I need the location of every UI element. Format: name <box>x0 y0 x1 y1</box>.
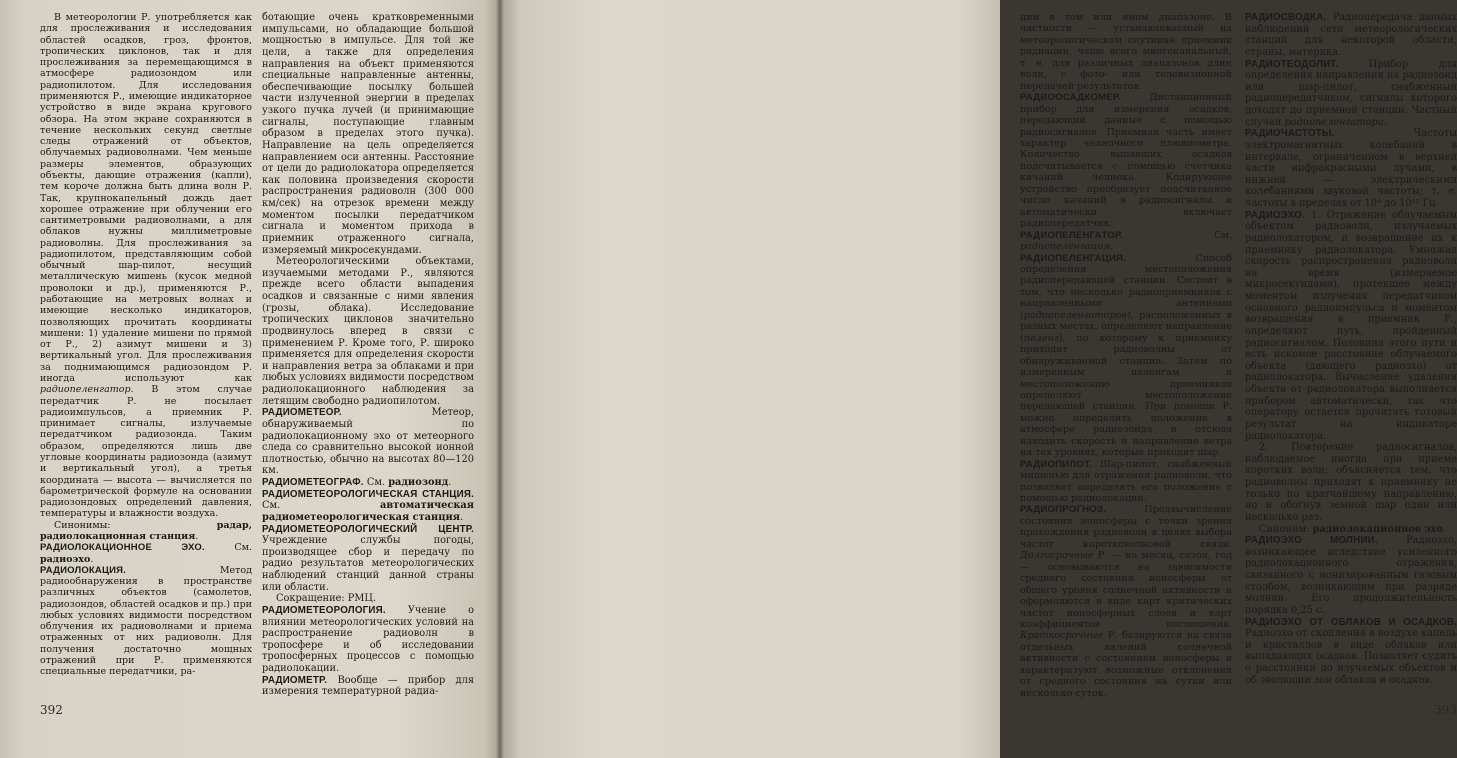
entry-headword: РАДИОМЕТР. <box>262 674 328 686</box>
entry-text: Дистанционный прибор для измерения осадков, передающий данные с помощью радиосигналов. Приемная часть имеет характер челночного плювиометра. Количество выпавших осадков подсчитывается с помощью счетчика качаний челнока. Кодирующее устройство преобразует подсчитанное число качаний в радиосигналы и автоматически включает радиопередатчик. <box>1020 92 1232 230</box>
entry-text: 1. Отражение облучаемым объектом радиоволн, излучаемых радиолокатором, и возвращение их к приемнику радиолокатора. Умножая скорость распространения радиоволн на время (измеряемое микросекундами), протекшее между моментом излучения передатчиком основного радиоимпульса и моментом возвращения в приемник Р., определяют путь, пройденный радиосигналом. Половина этого пути и есть искомое расстояние облучаемого объекта (дающего радиоэхо) от радиолокатора. Вычисление удаления объекта от радиолокатора выполняется прибором автоматически, так что оператору остается прочитать готовый результат на индикаторе радиолокатора. <box>1245 209 1457 442</box>
entry-text: . <box>1442 523 1446 535</box>
entry-headword: РАДИОТЕОДОЛИТ. <box>1245 58 1339 70</box>
entry-text: В метеорологии Р. употребляется как для прослеживания и исследования областей осадков, гроз, фронтов, тропических циклонов, так и для прослеживания за перемещающимся в атмосфере радиозондом или радиопилотом. Для исследования применяются Р., имеющие индикаторное устройство в виде экрана кругового обзора. На этом экране сохраняются в течение нескольких секунд светлые следы отражений от объектов, облучаемых радиоволнами. Чем меньше размеры элементов, образующих объекты, дающие отражения (капли), тем короче должна быть длина волн Р. Так, крупнокапельный дождь дает хорошее отражение при облучении его сантиметровыми радиоволнами, а для облаков нужны миллиметровые радиоволны. Для прослеживания за радиопилотом, представляющим собой обычный шар-пилот, несущий металлическую мишень (кусок медной проволоки и др.), применяются Р., работающие на метровых волнах и имеющие несколько индикаторов, позволяющих прочитать координаты мишени: 1) удаление мишени по прямой от Р., 2) азимут мишени и 3) вертикальный угол. Для прослеживания за поднимающимся радиозондом Р. иногда используют как <box>40 12 252 384</box>
entry-text: Предвычисление состояния ионосферы с точки зрения прохождения радиоволн в целях выбора частот коротковолновой связи. <box>1020 504 1232 550</box>
text-column-1 <box>40 12 252 698</box>
entry-text: Метеор, обнаруживаемый по радиолокационному эхо от метеорного следа со сравнительно высокой ионной плотностью, обычно на высотах 80—120 км. <box>262 407 474 477</box>
italic-term: радиопеленгаторов <box>1023 309 1127 321</box>
entry-headword: РАДИОМЕТЕОР. <box>262 407 342 419</box>
entry-headword: РАДИОЛОКАЦИЯ. <box>40 564 127 576</box>
text-column-2 <box>262 12 474 698</box>
entry-headword: РАДИОЭХО МОЛНИИ. <box>1245 535 1378 547</box>
entry-headword: РАДИОМЕТЕОГРАФ. <box>262 477 364 488</box>
cross-reference: радар, радиолокационная станция <box>40 519 252 542</box>
paragraph <box>1245 12 1457 59</box>
entry-text: Р. базируются на связи отдельных явлений солнечной активности с состоянием ионосферы и характеризуют возможные отклонения от среднего состояния на сутки или несколько суток. <box>1020 630 1232 699</box>
italic-term: радиопеленгатора <box>1284 116 1384 128</box>
entry-headword: РАДИОСВОДКА. <box>1245 12 1327 23</box>
paragraph <box>262 675 474 698</box>
paragraph <box>262 593 474 605</box>
text-column-4 <box>1245 12 1457 698</box>
paragraph <box>1020 459 1232 505</box>
entry-text: . <box>459 511 464 523</box>
paragraph <box>1245 59 1457 129</box>
entry-headword: РАДИОЛОКАЦИОННОЕ ЭХО. <box>40 542 205 554</box>
italic-term: пеленг <box>1023 332 1059 344</box>
entry-text: ции в том или ином диапазоне. В частности — устанавливаемый на метеорологическом спутнике приемник радиации, чаще всего многоканальный, т. е. для различных диапазонов длин волн, с фото- или телевизионной передачей результатов. <box>1020 12 1232 92</box>
entry-text: . <box>90 553 94 565</box>
entry-text: Частоты электромагнитных колебаний в интервале, ограниченном в верхней части инфракрасными лучами, в нижней — электрическими колебаниями звуковой частоты; т. е. частоты в пределах от 10⁴ до 10¹² Гц. <box>1245 128 1457 209</box>
entry-text: . <box>1109 241 1114 253</box>
entry-text: Синоним: <box>1259 523 1313 535</box>
entry-text: Метод радиообнаружения в пространстве различных объектов (самолетов, радиозондов, областей осадков и пр.) при любых условиях видимости посредством облучения их радиоволнами и приема отраженных от них радиоволн. Для получения достаточно мощных отражений при Р. применяются специальные передатчики, ра- <box>40 564 252 678</box>
entry-headword: РАДИОПРОГНОЗ. <box>1020 504 1107 516</box>
paragraph <box>1245 210 1457 443</box>
italic-term: радиопеленгатор <box>40 384 131 396</box>
paragraph <box>262 256 474 407</box>
paragraph <box>40 520 252 543</box>
italic-term: Краткосрочные <box>1020 630 1104 642</box>
entry-headword: РАДИОЧАСТОТЫ. <box>1245 128 1335 140</box>
entry-text: . <box>1383 116 1387 128</box>
entry-text: . <box>448 477 452 488</box>
paragraph <box>1245 617 1457 687</box>
paragraph <box>262 407 474 477</box>
entry-text: . В этом случае передатчик Р. не посылает радиоимпульсов, а приемник Р. принимает сигналы, излучаемые передатчиком радиозонда. Таким образом, определяются лишь две угловые координаты радиозонда (азимут и вертикальный угол), а третья координата — высота — вычисляется по барометрической формуле на основании радиозондовых определений давления, температуры и влажности воздуха. <box>40 384 252 520</box>
paragraph <box>40 565 252 678</box>
entry-text: Прибор для определения направления на радиозонд или шар-пилот, снабженный радиопередатчиком, сигналы которого доходят до приемной станции. Частный случай <box>1245 58 1457 128</box>
entry-headword: РАДИОМЕТЕОРОЛОГИЧЕСКИЙ ЦЕНТР. <box>262 523 474 535</box>
entry-text: ), по которому к приемнику приходят радиоволны от обнаруживаемой станции. Затем по измеренным пеленгам и местоположению приемников определяют местоположение передающей станции. При помощи Р. можно определить положение в атмосфере радиозонда и отсюда находить скорость и направление ветра на тех уровнях, которые проходит шар. <box>1020 332 1232 459</box>
paragraph <box>262 477 474 489</box>
entry-text: Радиоэхо от скопления в воздухе капель и кристаллов в виде облаков или выпадающих осадков. Позволяет судить о расстоянии до изучаемых объектов и об эволюции зон облаков и осадков. <box>1245 628 1457 686</box>
entry-text: Вообще — прибор для измерения температурной радиа- <box>262 674 474 698</box>
entry-text: Шар-пилот, снабженный мишенью для отражения радиоволн, что позволяет определять его положение с помощью радиолокации. <box>1020 458 1232 505</box>
left-page <box>0 0 500 758</box>
paragraph <box>1245 442 1457 523</box>
entry-headword: РАДИОМЕТЕОРОЛОГИЧЕСКАЯ СТАНЦИЯ. <box>262 488 474 500</box>
entry-headword: РАДИОПЕЛЕНГАЦИЯ. <box>1020 252 1127 264</box>
paragraph <box>1020 92 1232 229</box>
paragraph <box>262 605 474 675</box>
entry-text: 2. Повторение радиосигналов, наблюдаемое иногда при приеме коротких волн; объясняется тем, что радиоволны приходят к приемнику не только по кратчайшему направлению, но и обогнув земной шар один или несколько раз. <box>1245 442 1457 523</box>
paragraph <box>40 12 252 520</box>
entry-text: ботающие очень кратковременными импульсами, но обладающие большой мощностью в импульсе. Для той же цели, а также для определения направления на объект применяются специальные направленные антенны, обеспечивающие посылку большей части излученной энергии в пределах узкого пучка лучей (и принимающие сигналы, поступающие главным образом в пределах этого пучка). Направление на цель определяется направлением оси антенны. Расстояние от цели до радиолокатора определяется как половина произведения скорости распространения радиоволн (300 000 км/сек) на отрезок времени между моментом посылки передатчиком сигнала и моментом прихода в приемник отраженного сигнала, измеряемый микросекундами. <box>262 12 474 256</box>
entry-text: . <box>195 530 199 542</box>
paragraph <box>1020 253 1232 459</box>
cross-reference: радиолокационное эхо <box>1312 523 1443 535</box>
paragraph <box>1020 230 1232 253</box>
entry-headword: РАДИОМЕТЕОРОЛОГИЯ. <box>262 604 386 616</box>
paragraph <box>262 524 474 594</box>
entry-text: Сокращение: РМЦ. <box>276 593 377 605</box>
paragraph <box>40 542 252 565</box>
book-gutter <box>496 0 504 758</box>
entry-headword: РАДИОЭХО. <box>1245 209 1305 221</box>
cross-reference: радиоэхо <box>40 553 91 565</box>
cross-reference: автоматическая радиометеорологическая станция <box>262 500 474 523</box>
paragraph <box>262 12 474 256</box>
entry-text: См. <box>1122 229 1232 241</box>
italic-term: радиопеленгация <box>1020 241 1110 253</box>
entry-text: Учение о влиянии метеорологических условий на распространение радиоволн в тропосфере и об исследовании тропосферных процессов с помощью радиолокации. <box>262 604 474 674</box>
entry-text: Метеорологическими объектами, изучаемыми методами Р., являются прежде всего области выпадения осадков и связанные с ними явления (грозы, облака). Исследование тропических циклонов значительно продвинулось вперед в связи с применением Р. Кроме того, Р. широко применяется для определения скорости и направления ветра за облаками и при любых условиях видимости посредством радиолокационного наблюдения за летящим свободно радиопилотом. <box>262 256 474 407</box>
paragraph <box>1245 524 1457 536</box>
entry-text: ), расположенных в разных местах, определяют направление ( <box>1020 309 1232 344</box>
entry-headword: РАДИОЭХО ОТ ОБЛАКОВ И ОСАДКОВ. <box>1245 616 1457 628</box>
paragraph <box>1020 12 1232 92</box>
entry-headword: РАДИОПЕЛЕНГАТОР. <box>1020 229 1123 241</box>
page-number-left: 392 <box>40 703 63 717</box>
paragraph <box>1245 128 1457 209</box>
paragraph <box>1245 535 1457 616</box>
right-page <box>500 0 1457 758</box>
entry-text: См. <box>262 500 381 512</box>
entry-text: Радиопередача данных наблюдений сети метеорологических станций для некоторой области, страны, материка. <box>1245 12 1457 58</box>
page-number-right: 393 <box>1434 703 1457 717</box>
entry-text: См. <box>204 542 252 554</box>
text-column-3 <box>1020 12 1232 698</box>
italic-term: Долгосрочные <box>1020 550 1094 562</box>
paragraph <box>262 489 474 524</box>
entry-headword: РАДИООСАДКОМЕР. <box>1020 92 1121 104</box>
entry-text: Радиоэхо, возникающее вследствие усиленного радиолокационного отражения, связанного с ионизированным газовым столбом, возникающим при разряде молнии. Его продолжительность порядка 0,25 с. <box>1245 535 1457 616</box>
entry-text: Синонимы: <box>54 519 217 531</box>
entry-headword: РАДИОПИЛОТ. <box>1020 458 1092 470</box>
entry-text: Учреждение службы погоды, производящее сбор и передачу по радио результатов метеорологических наблюдений станций данной страны или области. <box>262 535 474 593</box>
entry-text: Р. — на месяц, сезон, год — основываются на зависимости среднего состояния ионосферы от общего уровня солнечной активности и оформляются в виде карт критических частот ионосферных слоев и карт коэффициентов поглощения. <box>1020 550 1232 631</box>
paragraph <box>1020 504 1232 699</box>
cross-reference: радиозонд <box>388 477 449 488</box>
entry-text: См. <box>363 477 389 488</box>
entry-text: Способ определения местоположения радиопередающей станции. Состоит в том, что несколько радиоприемников с направленными антеннами ( <box>1020 252 1232 321</box>
